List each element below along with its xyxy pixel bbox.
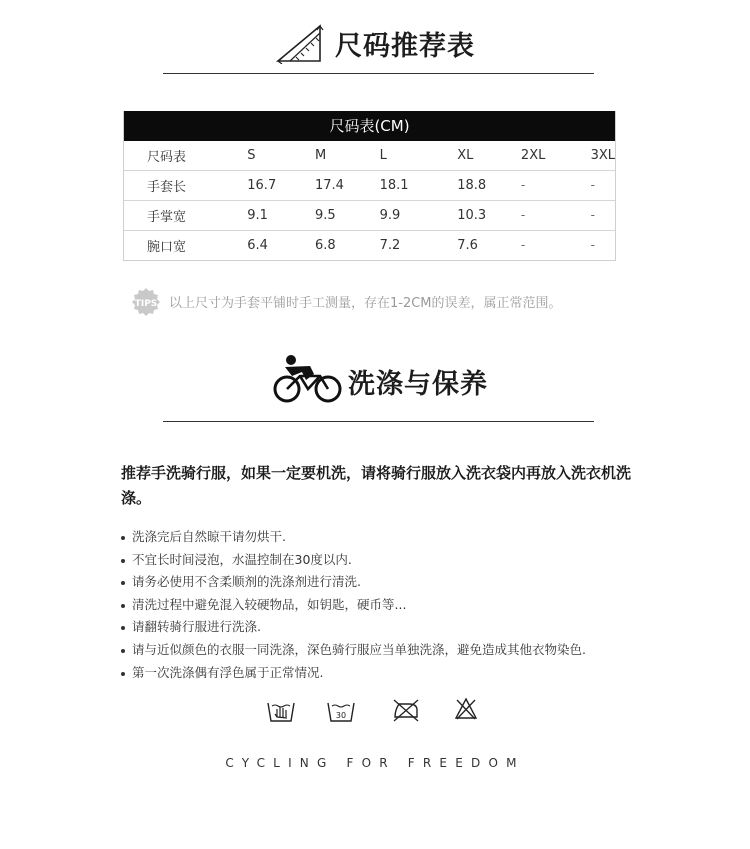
- table-cell: 16.7: [247, 178, 277, 193]
- table-cell: 10.3: [457, 208, 487, 223]
- table-header-cell: S: [247, 148, 256, 163]
- table-header-cell: 3XL: [590, 148, 615, 163]
- table-row: [124, 201, 615, 231]
- table-cell: -: [520, 208, 526, 222]
- list-item: 请翻转骑行服进行洗涤.: [121, 616, 661, 639]
- tips-text: 以上尺寸为手套平铺时手工测量，存在1-2CM的误差，属正常范围。: [169, 296, 562, 311]
- size-table-caption: 尺码表(CM): [124, 111, 615, 141]
- table-cell: 手掌宽: [147, 210, 187, 225]
- table-cell: -: [520, 178, 526, 192]
- table-header-cell: M: [314, 148, 327, 163]
- size-table: [123, 111, 616, 261]
- wash-temp-label: 30: [335, 711, 347, 720]
- table-cell: -: [520, 238, 526, 252]
- list-item: 不宜长时间浸泡，水温控制在30度以内.: [121, 549, 661, 572]
- wash-30-icon: [327, 697, 355, 723]
- table-row: [124, 231, 615, 261]
- do-not-iron-icon: [391, 697, 421, 723]
- cyclist-icon: [272, 354, 344, 404]
- hand-wash-icon: [267, 697, 295, 723]
- table-cell: -: [590, 208, 595, 222]
- table-row: [124, 171, 615, 201]
- care-title: 洗涤与保养: [348, 369, 488, 400]
- tips-badge-label: TIPS: [134, 299, 158, 309]
- table-cell: 17.4: [314, 178, 344, 193]
- table-cell: 18.1: [379, 178, 409, 193]
- table-header-cell: 尺码表: [147, 150, 187, 165]
- table-cell: 6.8: [314, 238, 336, 253]
- table-cell: 6.4: [247, 238, 268, 253]
- table-cell: 9.9: [379, 208, 401, 223]
- size-chart-heading: [0, 22, 750, 66]
- do-not-bleach-icon: [454, 697, 478, 721]
- list-item: 请务必使用不含柔顺剂的洗涤剂进行清洗.: [121, 571, 661, 594]
- table-header-cell: L: [379, 148, 387, 163]
- ruler-triangle-icon: [276, 24, 324, 64]
- care-heading: [0, 352, 750, 404]
- table-cell: 9.1: [247, 208, 268, 223]
- table-cell: 腕口宽: [147, 240, 187, 255]
- size-chart-title: 尺码推荐表: [335, 31, 475, 62]
- list-item: 洗涤完后自然晾干请勿烘干.: [121, 526, 661, 549]
- table-cell: -: [590, 178, 595, 192]
- heading-divider: [163, 421, 594, 422]
- table-cell: 7.2: [379, 238, 401, 253]
- care-icons: [265, 697, 485, 727]
- list-item: 清洗过程中避免混入较硬物品，如钥匙，硬币等...: [121, 594, 661, 617]
- heading-divider: [163, 73, 594, 74]
- table-cell: 18.8: [457, 178, 487, 193]
- table-cell: 7.6: [457, 238, 478, 253]
- table-cell: 9.5: [314, 208, 336, 223]
- list-item: 第一次洗涤偶有浮色属于正常情况.: [121, 662, 661, 685]
- tips-note: [131, 287, 631, 315]
- tips-badge-icon: [131, 287, 161, 317]
- table-header-row: [124, 141, 615, 171]
- table-cell: -: [590, 238, 595, 252]
- care-intro: 推荐手洗骑行服，如果一定要机洗，请将骑行服放入洗衣袋内再放入洗衣机洗涤。: [121, 464, 632, 507]
- table-header-cell: 2XL: [520, 148, 546, 163]
- list-item: 请与近似颜色的衣服一同洗涤，深色骑行服应当单独洗涤，避免造成其他衣物染色.: [121, 639, 661, 662]
- table-cell: 手套长: [147, 180, 187, 195]
- footer-slogan: CYCLING FOR FREEDOM: [225, 756, 525, 770]
- care-list: [121, 526, 661, 684]
- table-header-cell: XL: [457, 148, 474, 163]
